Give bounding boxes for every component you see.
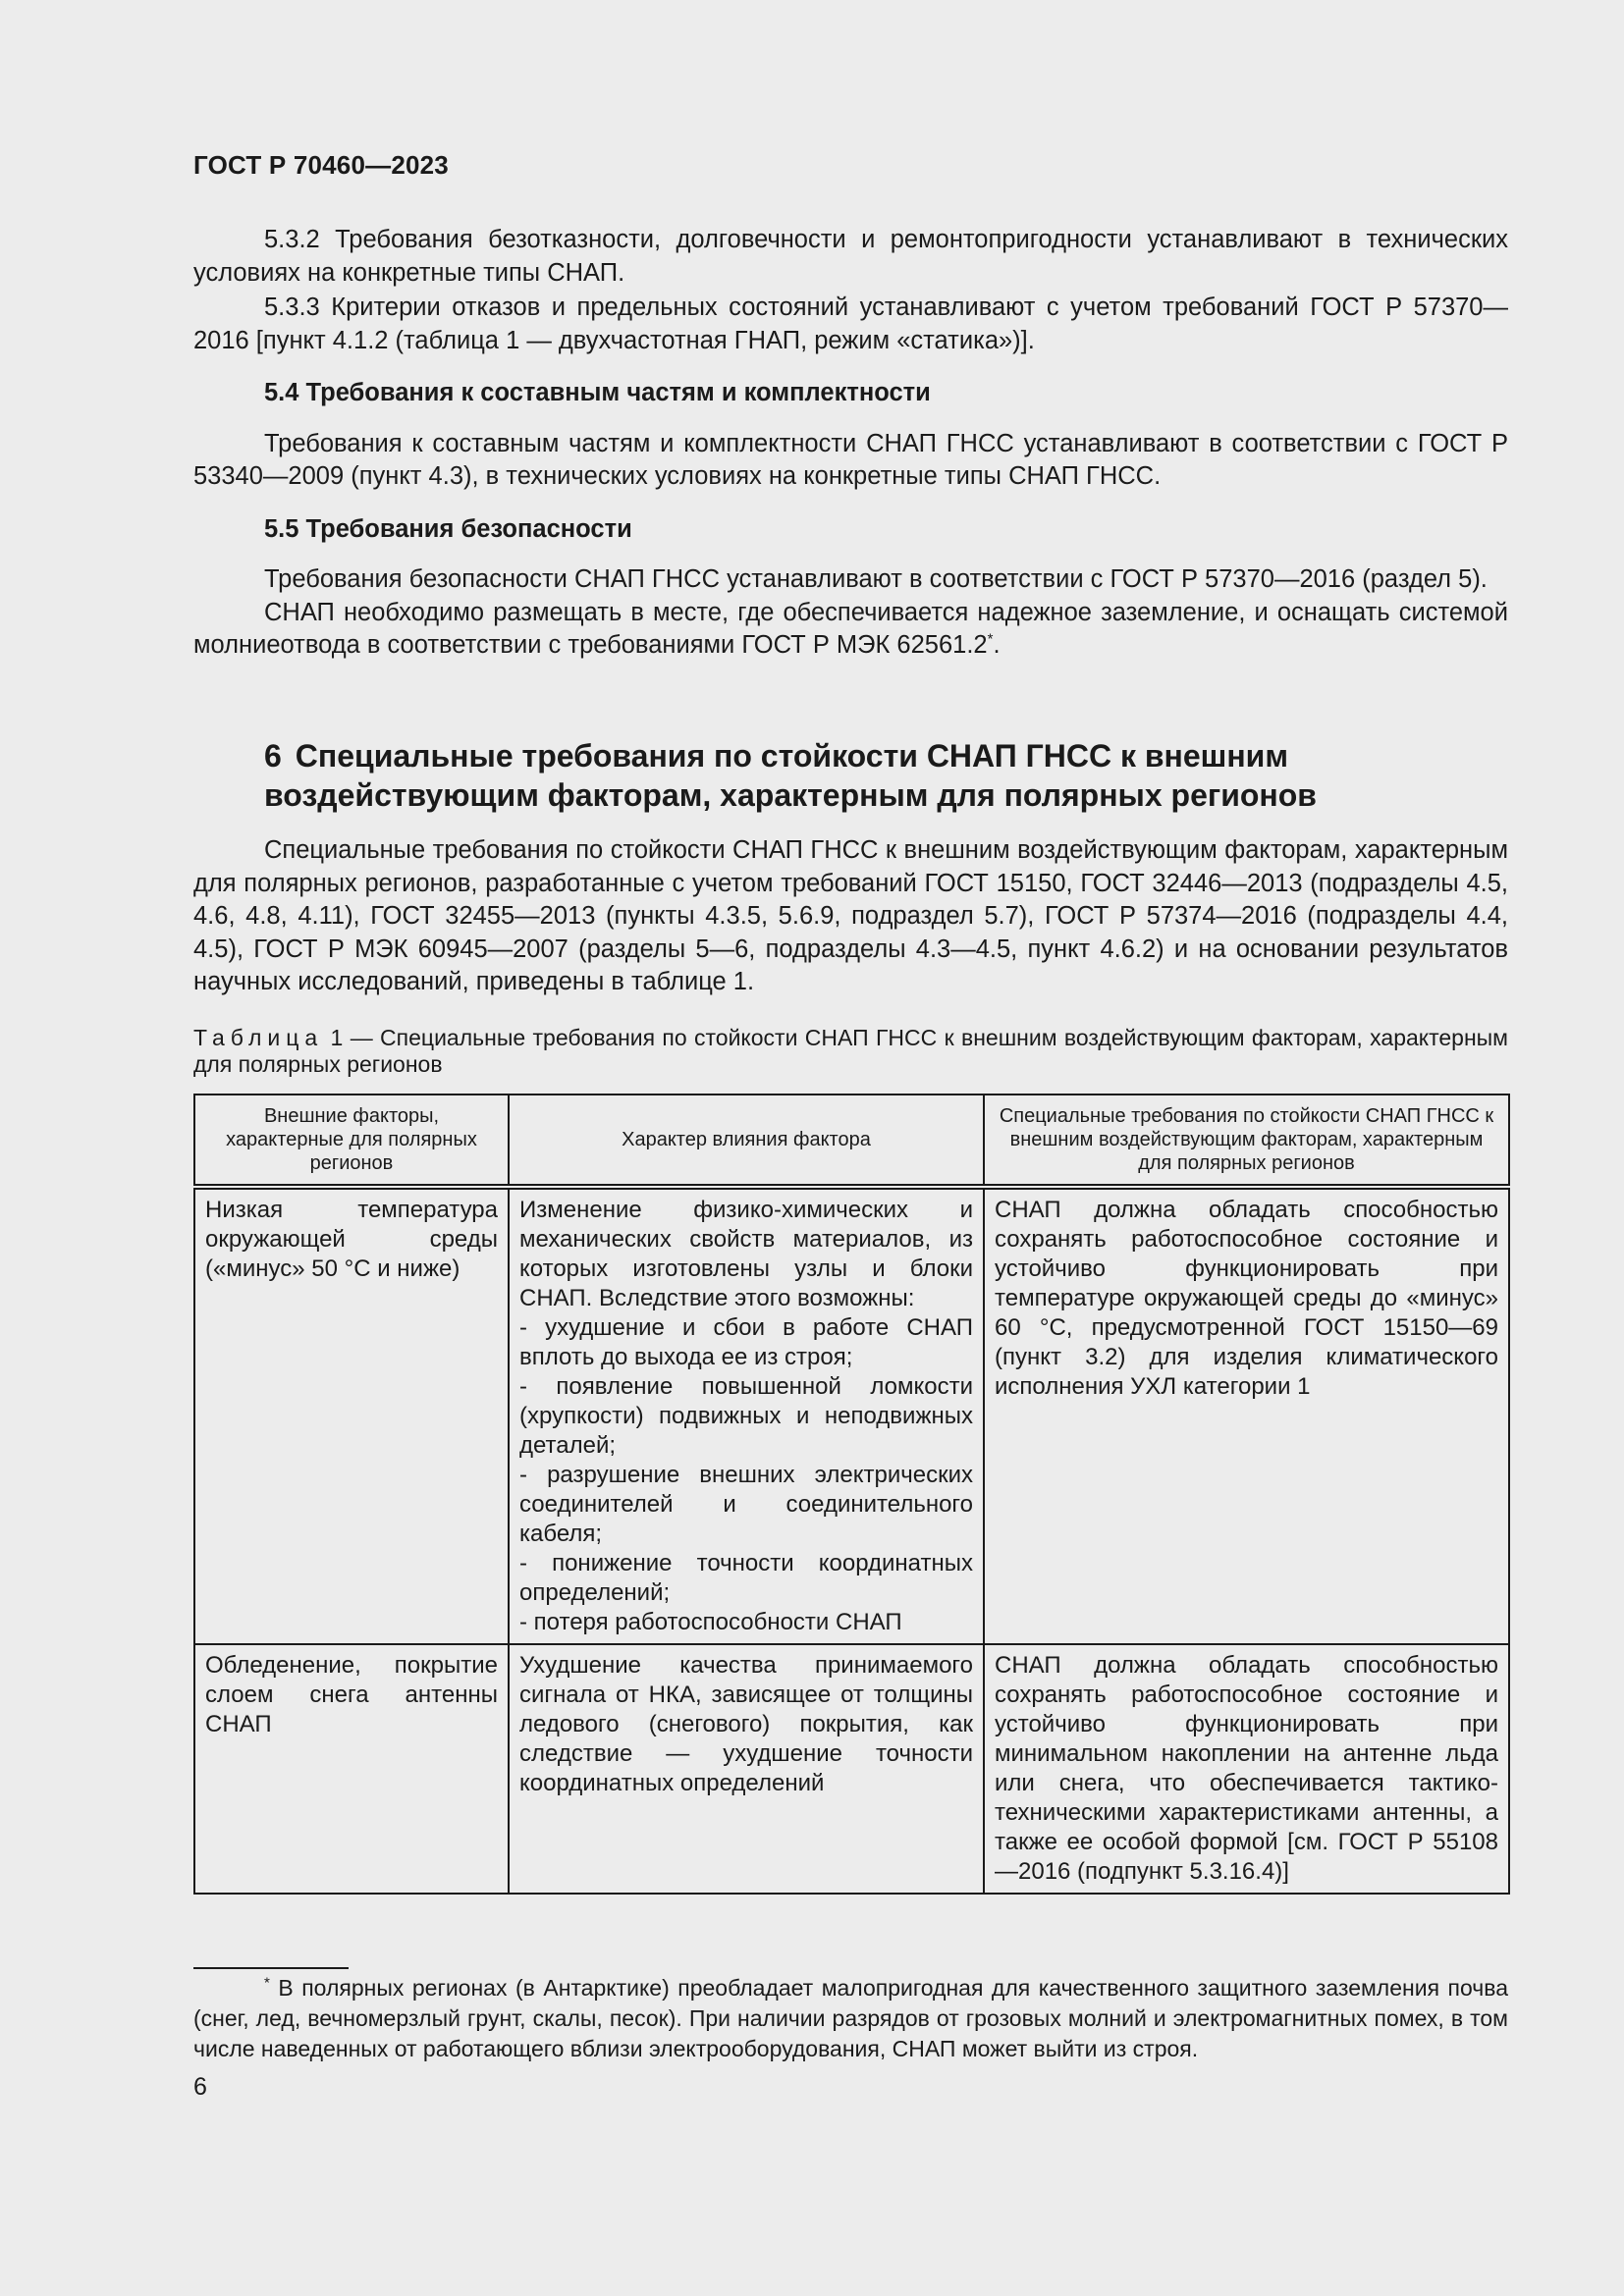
paragraph-6: Специальные требования по стойкости СНАП ГНСС к внешним воздействующим факторам, характерным для полярных регионов, разработанные с учетом требований ГОСТ 15150, ГОСТ 32446—2013 (подразделы 4.5, 4.6, 4.8, 4.11), ГОСТ 32455—2013 (пункты 4.3.5, 5.6.9, подраздел 5.7), ГОСТ Р 57374—2016 (подразделы 4.4, 4.5), ГОСТ Р МЭК 60945—2007 (разделы 5—6, подразделы 4.3—4.5, пункт 4.6.2) и на основании результатов научных исследований, приведены в таблице 1. (193, 836, 1508, 995)
section-6-title: Специальные требования по стойкости СНАП ГНСС к внешним воздействующим факторам, характерным для полярных регионов (264, 738, 1317, 813)
paragraph-5-4: Требования к составным частям и комплектности СНАП ГНСС устанавливают в соответствии с ГОСТ Р 53340—2009 (пункт 4.3), в технических условиях на конкретные типы СНАП ГНСС. (193, 429, 1508, 490)
footnote (193, 1973, 1508, 2064)
heading-5-4: 5.4 Требования к составным частям и комплектности (264, 379, 931, 406)
table-header-row (194, 1095, 1509, 1187)
footnote-text: В полярных регионах (в Антарктике) преобладает малопригодная для качественного защитного заземления почва (снег, лед, вечномерзлый грунт, скалы, песок). При наличии разрядов от грозовых молний и электромагнитных помех, в том числе наведенных от работающего вблизи электрооборудования, СНАП может выйти из строя. (193, 1975, 1509, 2061)
header-requirements: Специальные требования по стойкости СНАП ГНСС к внешним воздействующим факторам, характерным для полярных регионов (984, 1095, 1509, 1187)
table-caption-label: Таблица (193, 1025, 324, 1050)
table-caption (193, 1025, 1508, 1078)
cell-requirement: СНАП должна обладать способностью сохранять работоспособное состояние и устойчиво функционировать при минимальном накоплении на антенне льда или снега, что обеспечивается тактико-техническими характеристиками антенны, а также ее особой формой [см. ГОСТ Р 55108—2016 (подпункт 5.3.16.4)] (984, 1644, 1509, 1894)
table-caption-text: 1 — Специальные требования по стойкости СНАП ГНСС к внешним воздействующим факторам, характерным для полярных регионов (193, 1025, 1508, 1077)
heading-section-6 (264, 736, 1508, 815)
document-header: ГОСТ Р 70460—2023 (193, 150, 449, 180)
footnote-ref: * (987, 630, 994, 648)
header-effect: Характер влияния фактора (509, 1095, 984, 1187)
cell-factor: Обледенение, покрытие слоем снега антенны СНАП (194, 1644, 509, 1894)
header-factors: Внешние факторы, характерные для полярных регионов (194, 1095, 509, 1187)
requirements-table (193, 1094, 1510, 1895)
footnote-divider (193, 1967, 349, 1969)
body-section-6 (193, 834, 1508, 999)
cell-effect: Изменение физико-химических и механических свойств материалов, из которых изготовлены узлы и блоки СНАП. Вследствие этого возможны: - ухудшение и сбои в работе СНАП вплоть до выхода ее из строя; - появление повышенной ломкости (хрупкости) подвижных и неподвижных деталей; - разрушение внешних электрических соединителей и соединительного кабеля; - понижение точности координатных определений; - потеря работоспособности СНАП (509, 1187, 984, 1644)
cell-factor: Низкая температура окружающей среды («минус» 50 °С и ниже) (194, 1187, 509, 1644)
heading-5-5: 5.5 Требования безопасности (264, 514, 632, 543)
footnote-mark: * (264, 1974, 270, 1992)
page-number: 6 (193, 2073, 207, 2101)
table-row (194, 1187, 1509, 1644)
cell-effect: Ухудшение качества принимаемого сигнала от НКА, зависящее от толщины ледового (снегового) покрытия, как следствие — ухудшение точности координатных определений (509, 1644, 984, 1894)
body-section-5 (193, 224, 1508, 663)
paragraph-5-5-b: СНАП необходимо размещать в месте, где обеспечивается надежное заземление, и оснащать системой молниеотвода в соответствии с требованиями ГОСТ Р МЭК 62561.2*. (193, 598, 1508, 659)
paragraph-5-3-2: 5.3.2 Требования безотказности, долговечности и ремонтопригодности устанавливают в технических условиях на конкретные типы СНАП. (193, 226, 1508, 287)
section-6-number: 6 (264, 738, 282, 774)
paragraph-5-3-3: 5.3.3 Критерии отказов и предельных состояний устанавливают с учетом требований ГОСТ Р 57370—2016 [пункт 4.1.2 (таблица 1 — двухчастотная ГНАП, режим «статика»)]. (193, 294, 1508, 354)
cell-requirement: СНАП должна обладать способностью сохранять работоспособное состояние и устойчиво функционировать при температуре окружающей среды до «минус» 60 °С, предусмотренной ГОСТ 15150—69 (пункт 3.2) для изделия климатического исполнения УХЛ категории 1 (984, 1187, 1509, 1644)
table-row (194, 1644, 1509, 1894)
paragraph-5-5-a: Требования безопасности СНАП ГНСС устанавливают в соответствии с ГОСТ Р 57370—2016 (раздел 5). (264, 565, 1488, 593)
